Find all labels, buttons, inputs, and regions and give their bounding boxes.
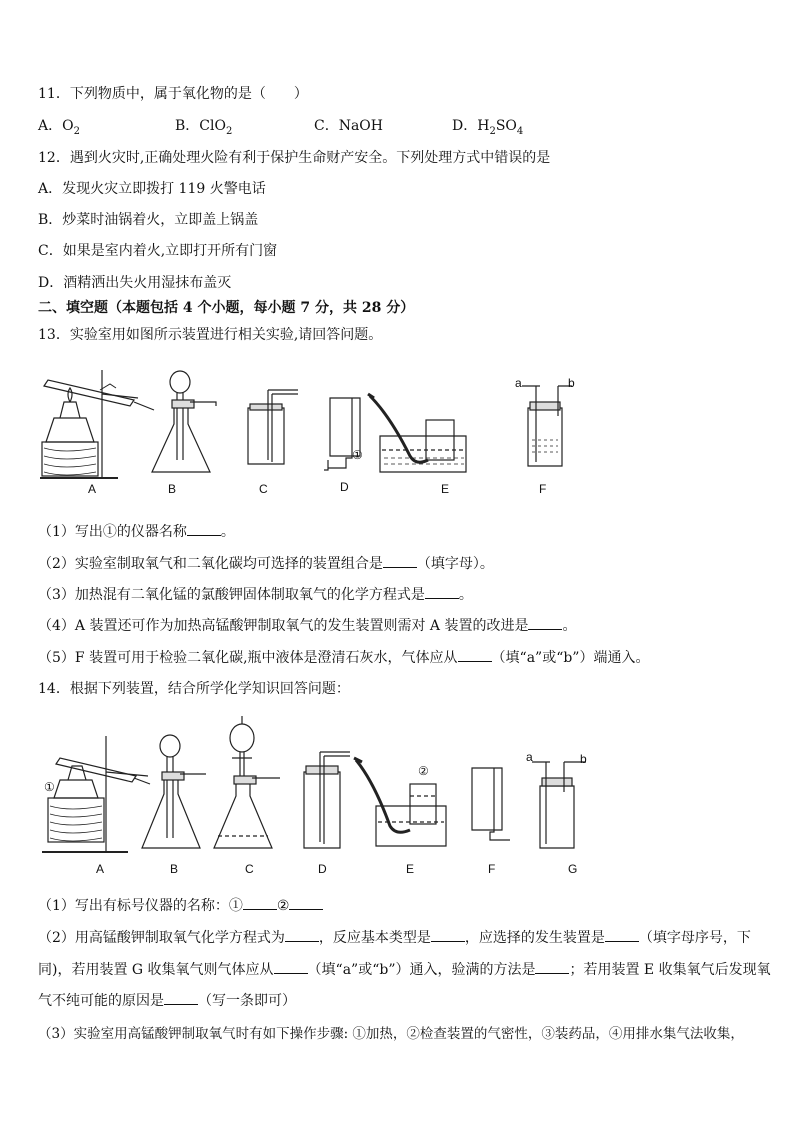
q13-part-4: （4）A 装置还可作为加热高锰酸钾制取氧气的发生装置则需对 A 装置的改进是 。: [38, 618, 577, 634]
q14-label-e: E: [406, 862, 415, 876]
q14-part-2-line-2: 同)，若用装置 G 收集氧气则气体应从 （填“a”或“b”）通入，验满的方法是 ；若用装置 E 收集氧气后发现氧: [38, 962, 771, 978]
q13-part-3: （3）加热混有二氧化锰的氯酸钾固体制取氧气的化学方程式是 。: [38, 587, 473, 603]
answer-blank[interactable]: [431, 929, 465, 942]
answer-blank[interactable]: [285, 929, 319, 942]
answer-blank[interactable]: [605, 929, 639, 942]
q12-option-c[interactable]: C．如果是室内着火,立即打开所有门窗: [38, 243, 278, 259]
q14-label-c: C: [245, 862, 254, 876]
q13-device-b: [152, 371, 216, 472]
q12-option-b[interactable]: B．炒菜时油锅着火，立即盖上锅盖: [38, 212, 259, 228]
q12-option-a[interactable]: A．发现火灾立即拨打 119 火警电话: [38, 181, 266, 197]
answer-blank[interactable]: [458, 649, 492, 662]
q13-label-d: D: [340, 480, 349, 494]
q14-label-f: F: [488, 862, 496, 876]
q13-part-1: （1）写出①的仪器名称 。: [38, 524, 235, 540]
q13-label-e: E: [441, 482, 450, 496]
q14-device-a: [42, 736, 150, 852]
answer-blank[interactable]: [528, 617, 562, 630]
q13-part-2: （2）实验室制取氧气和二氧化碳均可选择的装置组合是 （填字母）。: [38, 556, 494, 572]
answer-blank[interactable]: [274, 961, 308, 974]
q13-marker-1: ①: [352, 448, 363, 462]
q13-label-a: A: [88, 482, 97, 496]
q13-device-f: [522, 386, 572, 466]
q13-part-5: （5）F 装置可用于检验二氧化碳,瓶中液体是澄清石灰水，气体应从 （填“a”或“b”）端通入。: [38, 650, 650, 666]
q13-device-c: [248, 390, 298, 464]
q12-stem: 12．遇到火灾时,正确处理火险有利于保护生命财产安全。下列处理方式中错误的是: [38, 150, 551, 166]
q13-stem: 13．实验室用如图所示装置进行相关实验,请回答问题。: [38, 327, 383, 343]
q11-option-a[interactable]: A．$O_2$: [38, 118, 80, 137]
q14-marker-2: ②: [418, 764, 429, 778]
q14-port-b: b: [580, 752, 587, 766]
q14-device-g: [532, 762, 586, 848]
q14-apparatus-figure: [36, 712, 596, 862]
q11-option-b[interactable]: B．ClO$_2$: [175, 118, 233, 137]
q12-option-d[interactable]: D．酒精洒出失火用湿抹布盖灭: [38, 275, 232, 291]
q14-device-e: [354, 758, 446, 846]
q14-device-f: [472, 768, 510, 840]
q14-label-g: G: [568, 862, 578, 876]
q14-port-a: a: [526, 750, 533, 764]
q14-device-d: [304, 752, 350, 848]
answer-blank[interactable]: [383, 555, 417, 568]
answer-blank[interactable]: [243, 897, 277, 910]
answer-blank[interactable]: [187, 523, 221, 536]
q14-part-3: （3）实验室用高锰酸钾制取氧气时有如下操作步骤: ①加热，②检查装置的气密性，③装药品，④用排水集气法收集，: [38, 1026, 744, 1042]
q13-device-e: [368, 394, 466, 472]
q14-marker-1: ①: [44, 780, 55, 794]
q14-device-c: [214, 716, 280, 848]
q14-label-b: B: [170, 862, 179, 876]
q14-part-1: （1）写出有标号仪器的名称：① ②: [38, 895, 323, 915]
q13-label-c: C: [259, 482, 268, 496]
answer-blank[interactable]: [535, 961, 569, 974]
q14-part-2-line-3: 气不纯可能的原因是 （写一条即可）: [38, 993, 296, 1009]
q13-label-b: B: [168, 482, 177, 496]
answer-blank[interactable]: [164, 992, 198, 1005]
q13-port-a: a: [515, 376, 522, 390]
answer-blank[interactable]: [425, 586, 459, 599]
q14-stem: 14．根据下列装置，结合所学化学知识回答问题：: [38, 681, 350, 697]
q14-label-a: A: [96, 862, 105, 876]
q13-label-f: F: [539, 482, 547, 496]
q11-stem: 11．下列物质中，属于氧化物的是（ ）: [38, 86, 308, 102]
section-heading: 二、填空题（本题包括 4 个小题，每小题 7 分，共 28 分）: [38, 300, 415, 316]
q11-option-c[interactable]: C．NaOH: [314, 118, 383, 134]
q14-label-d: D: [318, 862, 327, 876]
q13-port-b: b: [568, 376, 575, 390]
q11-option-d[interactable]: D．$H_2SO_4$: [452, 118, 524, 137]
q14-device-b: [142, 735, 206, 848]
q14-part-2-line-1: （2）用高锰酸钾制取氧气化学方程式为 ，反应基本类型是 ，应选择的发生装置是 （填字母序号，下: [38, 930, 751, 946]
answer-blank[interactable]: [289, 897, 323, 910]
q13-apparatus-figure: [30, 360, 630, 500]
q13-device-a: [40, 370, 154, 478]
